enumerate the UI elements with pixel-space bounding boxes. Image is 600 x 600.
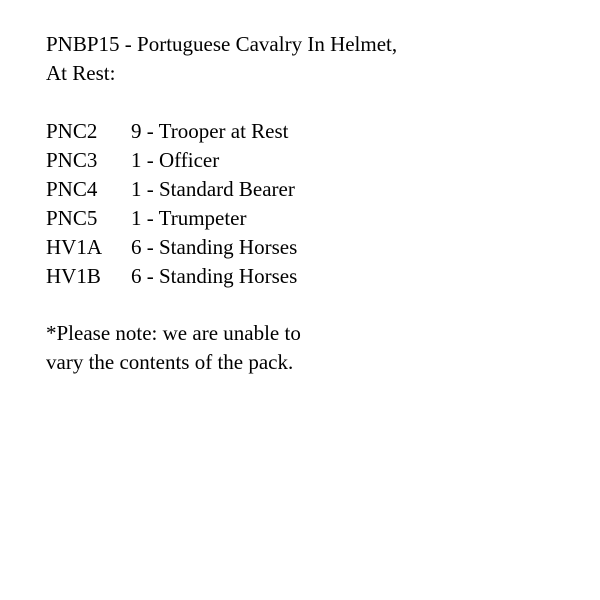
list-item [46, 175, 566, 204]
title-line-2: At Rest: [46, 61, 116, 85]
item-code: PNC2 [46, 119, 98, 143]
item-code: PNC5 [46, 206, 98, 230]
item-code: HV1B [46, 264, 101, 288]
list-item [46, 262, 566, 291]
list-item [46, 146, 566, 175]
item-description: 1 - Officer [131, 148, 220, 172]
list-item [46, 117, 566, 146]
title-line-1: PNBP15 - Portuguese Cavalry In Helmet, [46, 32, 398, 56]
item-description: 9 - Trooper at Rest [131, 119, 289, 143]
list-item [46, 233, 566, 262]
item-description: 6 - Standing Horses [131, 264, 298, 288]
item-code: PNC4 [46, 177, 98, 201]
product-description [46, 30, 566, 377]
list-item [46, 204, 566, 233]
item-description: 1 - Standard Bearer [131, 177, 295, 201]
item-code: PNC3 [46, 148, 98, 172]
item-description: 6 - Standing Horses [131, 235, 298, 259]
spacer [46, 88, 566, 117]
note-line-2: vary the contents of the pack. [46, 350, 294, 374]
spacer [46, 291, 566, 319]
item-code: HV1A [46, 235, 102, 259]
contents-list [46, 117, 566, 291]
note-line-1: *Please note: we are unable to [46, 321, 301, 345]
item-description: 1 - Trumpeter [131, 206, 247, 230]
